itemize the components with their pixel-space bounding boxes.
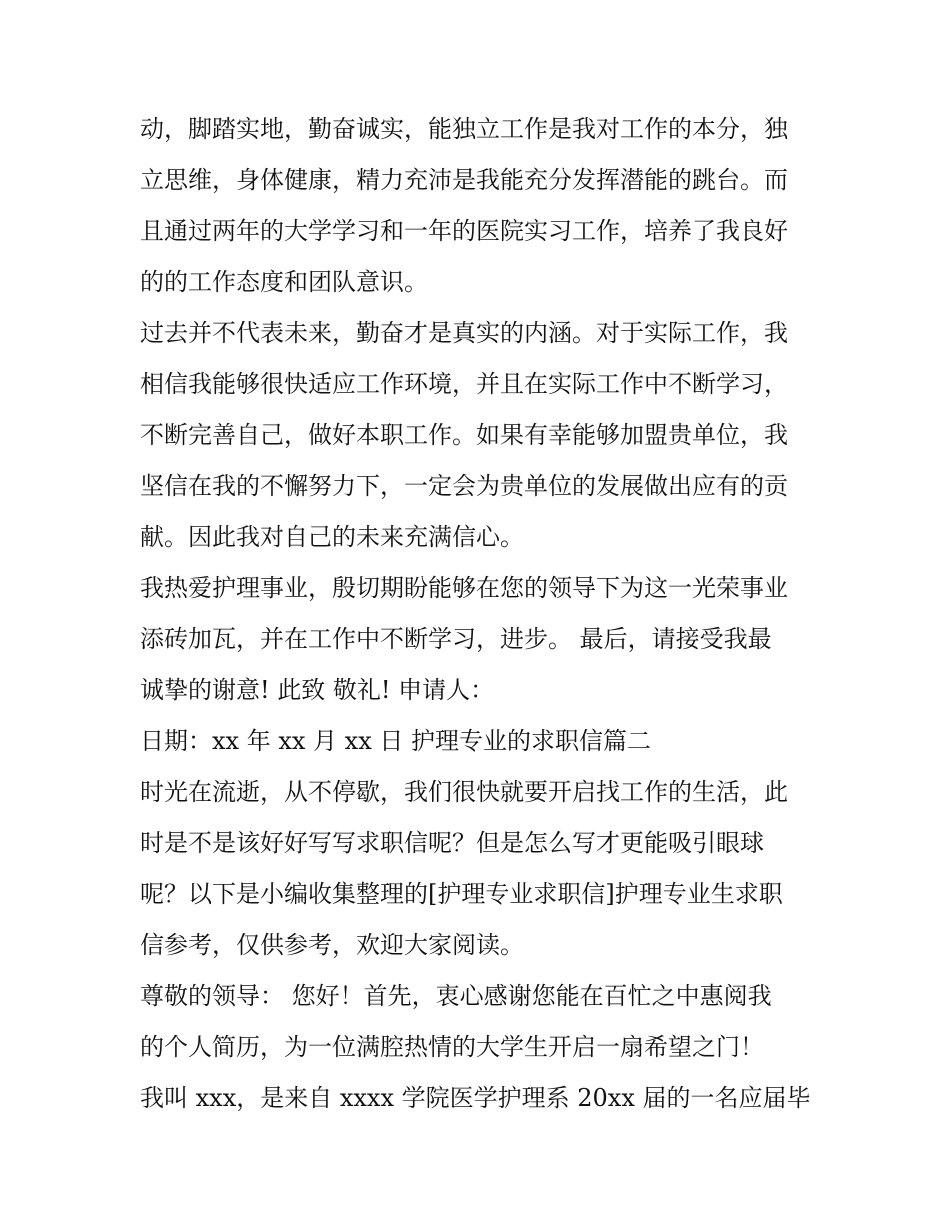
text-line: 坚信在我的不懈努力下，一定会为贵单位的发展做出应有的贡	[140, 472, 788, 500]
text-line: 添砖加瓦，并在工作中不断学习，进步。 最后，请接受我最	[140, 625, 772, 653]
date-line: 日期：xx 年 xx 月 xx 日 护理专业的求职信篇二	[140, 727, 651, 755]
text-line: 动，脚踏实地，勤奋诚实，能独立工作是我对工作的本分，独	[140, 115, 788, 143]
text-line: 立思维，身体健康，精力充沛是我能充分发挥潜能的跳台。而	[140, 166, 788, 194]
text-line: 时是不是该好好写写求职信呢？但是怎么写才更能吸引眼球	[140, 829, 764, 857]
text-line: 不断完善自己，做好本职工作。如果有幸能够加盟贵单位，我	[140, 421, 788, 449]
text-line: 信参考，仅供参考，欢迎大家阅读。	[140, 931, 524, 959]
text-line: 献。因此我对自己的未来充满信心。	[140, 523, 524, 551]
text-line: 过去并不代表未来，勤奋才是真实的内涵。对于实际工作，我	[140, 319, 788, 347]
salutation-line: 尊敬的领导： 您好！首先，衷心感谢您能在百忙之中惠阅我	[140, 982, 772, 1010]
text-line: 诚挚的谢意! 此致 敬礼! 申请人：	[140, 676, 495, 704]
text-line: 呢？以下是小编收集整理的[护理专业求职信]护理专业生求职	[140, 880, 783, 908]
text-line: 我叫 xxx，是来自 xxxx 学院医学护理系 20xx 届的一名应届毕	[140, 1084, 811, 1112]
text-line: 时光在流逝，从不停歇，我们很快就要开启找工作的生活，此	[140, 778, 788, 806]
text-line: 的个人简历，为一位满腔热情的大学生开启一扇希望之门！	[140, 1033, 764, 1061]
text-line: 我热爱护理事业，殷切期盼能够在您的领导下为这一光荣事业	[140, 574, 788, 602]
text-line: 且通过两年的大学学习和一年的医院实习工作，培养了我良好	[140, 217, 788, 245]
text-line: 的的工作态度和团队意识。	[140, 268, 428, 296]
text-line: 相信我能够很快适应工作环境，并且在实际工作中不断学习，	[140, 370, 788, 398]
document-body	[140, 104, 820, 1124]
